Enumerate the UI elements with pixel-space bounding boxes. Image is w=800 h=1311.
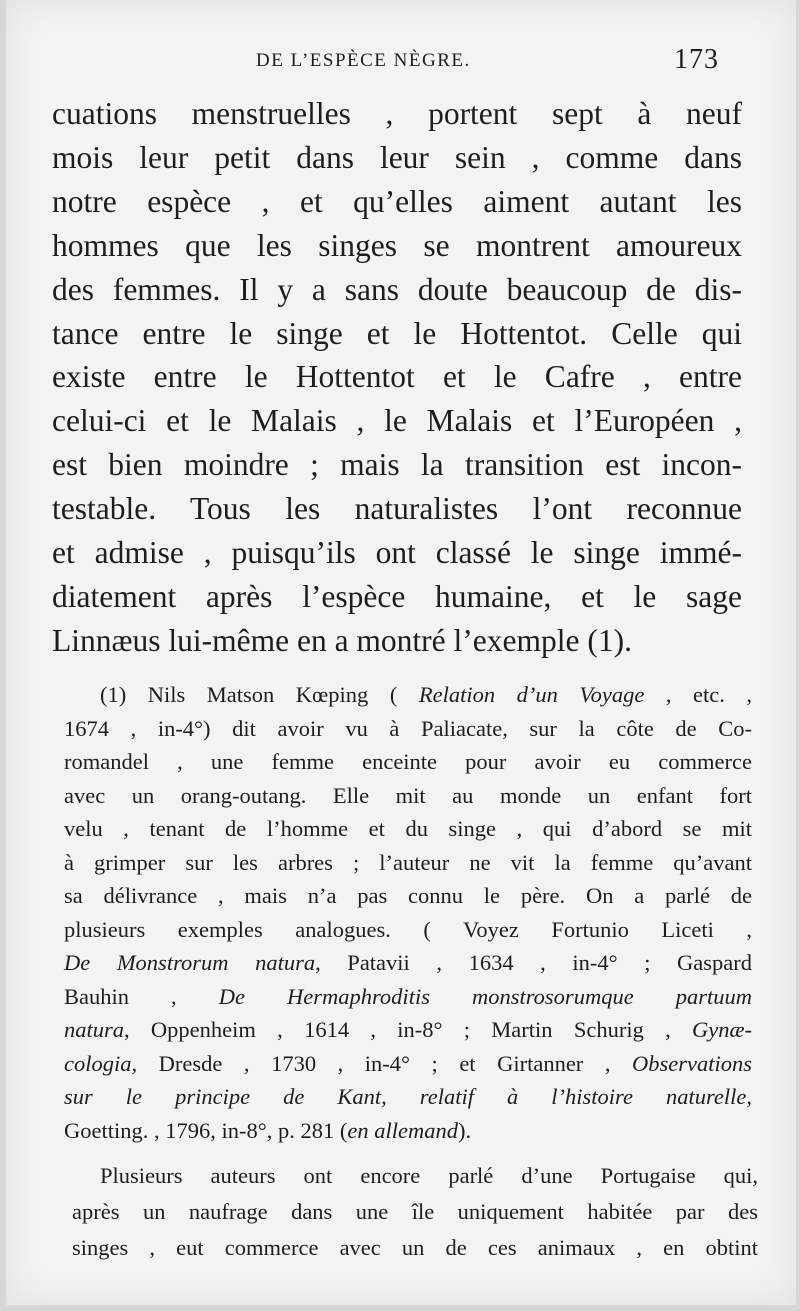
text-line: Linnæus lui-même en a montré l’exemple (1). bbox=[52, 622, 632, 658]
footnote-line bbox=[64, 712, 752, 746]
text-line: hommes que les singes se montrent amoureux bbox=[52, 227, 742, 263]
text-line: des femmes. Il y a sans doute beaucoup de dis- bbox=[52, 271, 742, 307]
footnote-text: velu , tenant de l’homme et du singe , qui d’abord se mit bbox=[64, 816, 752, 841]
footnote bbox=[64, 678, 752, 1147]
footnote-line bbox=[64, 1013, 752, 1047]
footnote-text: , Patavii , 1634 , in-4° ; Gaspard bbox=[315, 950, 752, 975]
footnote-line bbox=[64, 745, 752, 779]
footnote-text: ). bbox=[457, 1117, 472, 1143]
italic-citation: Observations bbox=[632, 1050, 752, 1076]
italic-citation: Relation d’un Voyage bbox=[418, 682, 645, 707]
text-line: celui-ci et le Malais , le Malais et l’Européen , bbox=[52, 403, 742, 439]
italic-citation: De Hermaphroditis monstrosorumque partuum bbox=[218, 983, 752, 1009]
text-line: mois leur petit dans leur sein , comme dans bbox=[52, 139, 742, 175]
text-line: cuations menstruelles , portent sept à neuf bbox=[52, 96, 742, 131]
text-line: après un naufrage dans une île uniquement habitée par des bbox=[72, 1199, 758, 1224]
footnote-line bbox=[64, 913, 752, 947]
footnote-line bbox=[64, 846, 752, 880]
italic-citation: Gynæ- bbox=[692, 1017, 752, 1042]
footnote-text: plusieurs exemples analogues. ( Voyez Fortunio Liceti , bbox=[64, 916, 752, 942]
footnote-text: (1) Nils Matson Kœping ( bbox=[100, 682, 419, 707]
footnote-text: Bauhin , bbox=[64, 983, 219, 1009]
text-line: testable. Tous les naturalistes l’ont reconnue bbox=[52, 491, 742, 527]
footnote-line bbox=[64, 1080, 752, 1114]
text-line: diatement après l’espèce humaine, et le sage bbox=[52, 578, 742, 614]
footnote-line bbox=[64, 1047, 752, 1081]
text-line: singes , eut commerce avec un de ces animaux , en obtint bbox=[72, 1235, 758, 1260]
text-line: notre espèce , et qu’elles aiment autant les bbox=[52, 183, 742, 219]
footnote-text: 1674 , in-4°) dit avoir vu à Paliacate, sur la côte de Co- bbox=[64, 715, 752, 741]
italic-citation: sur le principe de Kant, relatif à l’histoire naturelle, bbox=[64, 1084, 752, 1109]
footnote-line bbox=[64, 946, 752, 980]
footnote-text: , etc. , bbox=[644, 682, 753, 707]
italic-citation: De Monstrorum natura bbox=[64, 950, 316, 975]
text-line: et admise , puisqu’ils ont classé le singe immé- bbox=[52, 535, 742, 571]
footnote-line bbox=[64, 1114, 752, 1148]
continuation-paragraph bbox=[72, 1158, 758, 1266]
footnote-text: avec un orang-outang. Elle mit au monde un enfant fort bbox=[64, 782, 752, 808]
page-header bbox=[6, 44, 796, 80]
footnote-line bbox=[64, 678, 752, 712]
footnote-line bbox=[64, 812, 752, 846]
page-number: 173 bbox=[674, 44, 719, 75]
book-page bbox=[6, 0, 796, 1305]
italic-citation: en allemand bbox=[347, 1117, 458, 1143]
footnote-line bbox=[64, 879, 752, 913]
text-line: existe entre le Hottentot et le Cafre , entre bbox=[52, 359, 742, 395]
footnote-line bbox=[64, 980, 752, 1014]
footnote-text: , Dresde , 1730 , in-4° ; et Girtanner , bbox=[131, 1050, 632, 1076]
text-line: est bien moindre ; mais la transition est incon- bbox=[52, 447, 742, 483]
italic-citation: natura bbox=[64, 1017, 125, 1042]
footnote-line bbox=[64, 779, 752, 813]
italic-citation: cologia bbox=[64, 1050, 132, 1076]
running-head: DE L’ESPÈCE NÈGRE. bbox=[256, 50, 471, 71]
footnote-text: , Oppenheim , 1614 , in-8° ; Martin Schurig , bbox=[124, 1017, 692, 1042]
footnote-text: Goetting. , 1796, in-8°, p. 281 ( bbox=[64, 1117, 348, 1143]
footnote-text: à grimper sur les arbres ; l’auteur ne vit la femme qu’avant bbox=[64, 849, 752, 875]
text-line: tance entre le singe et le Hottentot. Celle qui bbox=[52, 315, 742, 351]
main-paragraph bbox=[52, 92, 742, 663]
text-line: Plusieurs auteurs ont encore parlé d’une Portugaise qui, bbox=[100, 1163, 758, 1188]
footnote-text: sa délivrance , mais n’a pas connu le père. On a parlé de bbox=[64, 883, 752, 908]
footnote-text: romandel , une femme enceinte pour avoir eu commerce bbox=[64, 749, 752, 774]
